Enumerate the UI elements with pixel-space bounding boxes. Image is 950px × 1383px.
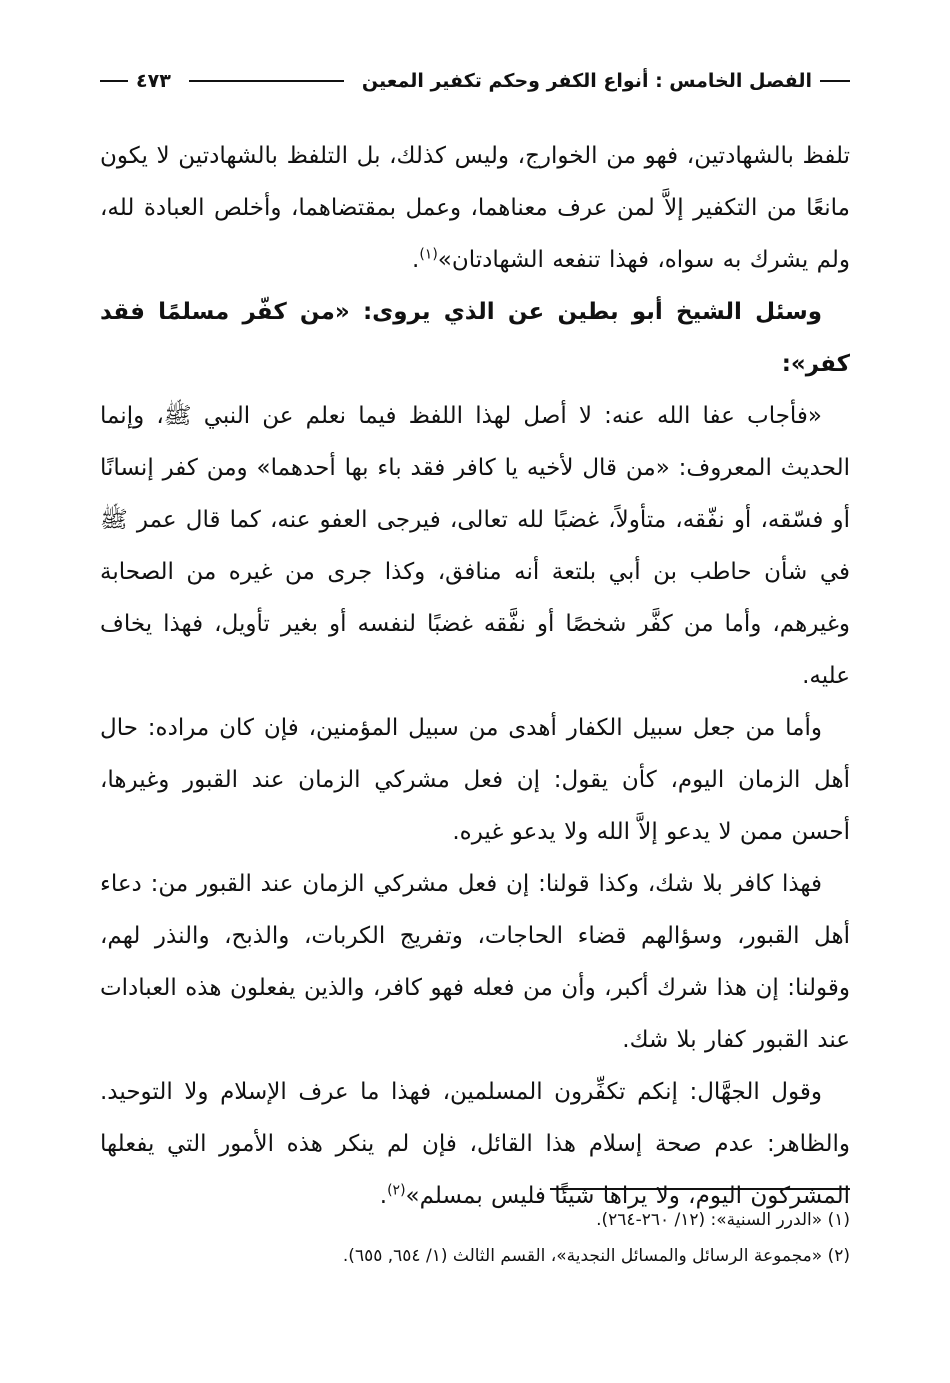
header-rule-end (100, 80, 128, 82)
paragraph-1 (100, 130, 850, 286)
footnote-2: (٢) «مجموعة الرسائل والمسائل النجدية»، القسم الثالث (١/ ٦٥٤, ٦٥٥). (342, 1246, 850, 1266)
footnote-1: (١) «الدرر السنية»: (١٢/ ٢٦٠-٢٦٤). (596, 1210, 850, 1230)
header-rule-start (820, 80, 850, 82)
header-rule (189, 80, 344, 82)
paragraph-3 (100, 390, 850, 702)
paragraph-text: وقول الجهَّال: إنكم تكفِّرون المسلمين، فهذا ما عرف الإسلام ولا التوحيد. والظاهر: عدم صحة إسلام هذا القائل، فإن لم ينكر هذه الأمور التي يفعلها المشركون اليوم، ولا يراها شيئًا فليس بمسلم» (100, 1079, 850, 1209)
footnotes (100, 1188, 850, 1274)
paragraph-end: . (412, 247, 420, 273)
page-number: ٤٧٣ (136, 70, 171, 92)
paragraph-text: وسئل الشيخ أبو بطين عن الذي يروى: «من كفّر مسلمًا فقد كفر»: (100, 299, 850, 377)
paragraph-2 (100, 286, 850, 390)
running-header (100, 70, 850, 92)
paragraph-end: . (379, 1183, 388, 1209)
footnote-ref-2[interactable]: (٢) (387, 1182, 406, 1199)
paragraph-text: فهذا كافر بلا شك، وكذا قولنا: إن فعل مشركي الزمان عند القبور من: دعاء أهل القبور، وسؤالهم قضاء الحاجات، وتفريج الكربات، والذبح، والنذر لهم، وقولنا: إن هذا شرك أكبر، وأن من فعله فهو كافر، والذين يفعلون هذه العبادات عند القبور كفار بلا شك. (100, 871, 850, 1053)
main-text (100, 130, 850, 1222)
paragraph-text: وأما من جعل سبيل الكفار أهدى من سبيل المؤمنين، فإن كان مراده: حال أهل الزمان اليوم، كأن يقول: إن فعل مشركي الزمان عند القبور وغيرها، أحسن ممن لا يدعو إلاَّ الله ولا يدعو غيره. (100, 715, 850, 845)
paragraph-5 (100, 858, 850, 1066)
paragraph-text: «فأجاب عفا الله عنه: لا أصل لهذا اللفظ فيما نعلم عن النبي ﷺ، وإنما الحديث المعروف: «من قال لأخيه يا كافر فقد باء بها أحدهما» ومن كفر إنسانًا أو فسّقه، أو نفّقه، متأولاً، غضبًا لله تعالى، فيرجى العفو عنه، كما قال عمر ﷺ في شأن حاطب بن أبي بلتعة أنه منافق، وكذا جرى من غيره من الصحابة وغيرهم، وأما من كفَّر شخصًا أو نفَّقه غضبًا لنفسه أو بغير تأويل، فهذا يخاف عليه. (100, 403, 850, 689)
paragraph-4 (100, 702, 850, 858)
footnote-separator (550, 1188, 850, 1190)
paragraph-text: تلفظ بالشهادتين، فهو من الخوارج، وليس كذلك، بل التلفظ بالشهادتين لا يكون مانعًا من التكفير إلاَّ لمن عرف معناهما، وعمل بمقتضاهما، وأخلص العبادة لله، ولم يشرك به سواه، فهذا تنفعه الشهادتان» (100, 143, 850, 273)
chapter-title: الفصل الخامس : أنواع الكفر وحكم تكفير المعين (361, 70, 812, 92)
footnote-ref-1[interactable]: (١) (419, 246, 438, 263)
